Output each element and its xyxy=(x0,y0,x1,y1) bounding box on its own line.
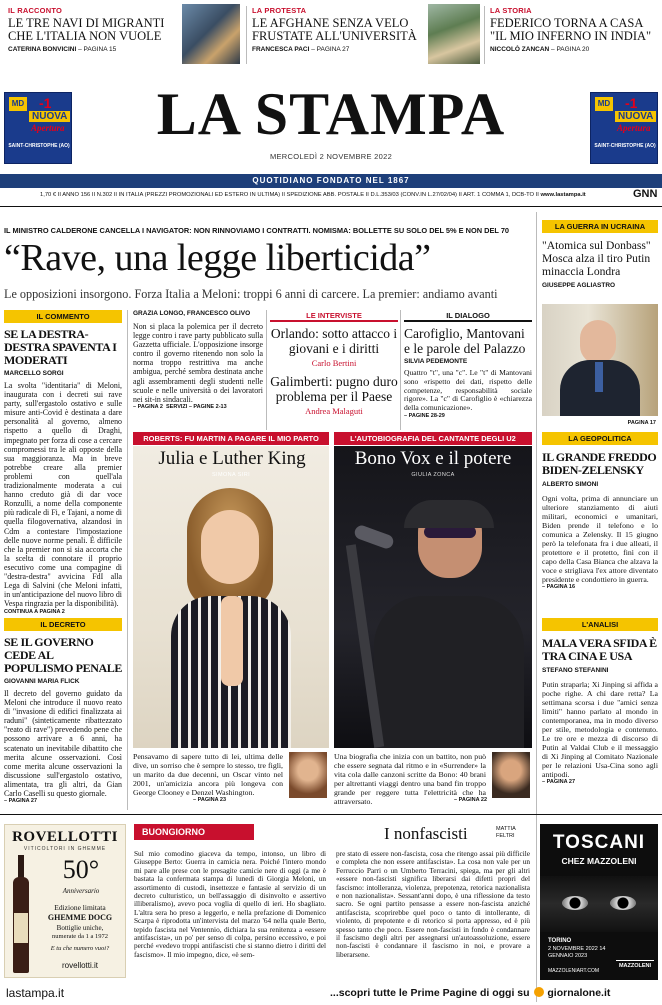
bono-title: Bono Vox e il potere xyxy=(354,448,512,469)
footer-brand[interactable]: giornalone.it xyxy=(547,987,611,999)
dialogo-byline: SILVIA PEDEMONTE xyxy=(404,358,468,365)
site-link[interactable]: www.lastampa.it xyxy=(540,192,586,198)
decreto-page: – PAGINA 27 xyxy=(4,798,38,805)
center-byline: GRAZIA LONGO, FRANCESCO OLIVO xyxy=(133,310,251,317)
interview-2-title: Galimberti: pugno duro problema per il Paese xyxy=(270,374,398,404)
masthead-date: MERCOLEDÌ 2 NOVEMBRE 2022 xyxy=(269,152,393,161)
roberts-title: Julia e Luther King xyxy=(158,448,306,469)
putin-photo xyxy=(542,304,658,416)
teaser-kicker: IL RACCONTO xyxy=(8,6,63,15)
geopolitica-title: IL GRANDE FREDDO BIDEN-ZELENSKY xyxy=(542,450,657,477)
rovellotti-line: GHEMME DOCG xyxy=(47,913,113,922)
price-line xyxy=(40,192,630,198)
buongiorno-author: MATTIA FELTRI xyxy=(496,826,516,839)
center-page: – PAGINA 2 xyxy=(133,403,163,410)
buongiorno[interactable] xyxy=(134,824,530,984)
lead-subhead: Le opposizioni insorgono. Forza Italia a Meloni: troppi 6 anni di carcere. La premier: andiamo avanti xyxy=(4,287,498,301)
toscani-eyes xyxy=(540,876,658,932)
rovellotti-big: 50° xyxy=(62,855,100,884)
dialogo[interactable] xyxy=(404,310,532,430)
toscani-dates: 2 NOVEMBRE 2022 14 GENNAIO 2023 xyxy=(548,946,606,959)
roberts-byline: SIMONA SIRI xyxy=(211,472,251,478)
roberts-text: Pensavamo di sapere tutto di lei, ultima delle dive, un sorriso che è sempre lo stesso, tre figli, un marito da due decenni, un Oscar vinto nel 2001, un'amicizia ancora più longeva con George Clooney e Denzel Washington. xyxy=(133,752,283,797)
interview-1-byline: Carlo Bertini xyxy=(311,358,357,368)
teaser-page: – PAGINA 27 xyxy=(311,46,350,53)
analisi-bar: L'ANALISI xyxy=(542,618,658,631)
teaser-byline: NICCOLÒ ZANCAN xyxy=(490,46,550,53)
bono-text: Una biografia che inizia con un battito, non può che essere segnata dal ritmo e in «Surrender» la vita cola dalle canzoni scritte da Bono: 40 brani per altrettanti viaggi dentro una band fin troppo grande per reggere tutta l'elettricità che ha attraversato. xyxy=(334,752,486,806)
roberts-page: – PAGINA 23 xyxy=(193,797,227,803)
masthead-ad-left[interactable] xyxy=(4,92,72,164)
analisi[interactable] xyxy=(542,618,658,808)
bono-bar: L'AUTOBIOGRAFIA DEL CANTANTE DEGLI U2 xyxy=(334,432,532,445)
dialogo-title: Carofiglio, Mantovani e le parole del Palazzo xyxy=(404,326,526,356)
bono-photo xyxy=(334,446,532,748)
teaser-photo-migrants xyxy=(182,4,240,64)
teaser-title: LE AFGHANE SENZA VELO FRUSTATE ALL'UNIVERSITÀ xyxy=(252,16,417,43)
bono-feature[interactable] xyxy=(334,432,532,804)
geopolitica-page: – PAGINA 16 xyxy=(542,584,576,590)
commento-page: CONTINUA A PAGINA 2 xyxy=(4,609,65,616)
interviste[interactable] xyxy=(270,310,398,430)
ad-line: NUOVA xyxy=(29,111,70,122)
giornalone-logo-icon xyxy=(534,987,544,997)
ad-line: NUOVA xyxy=(615,111,656,122)
rovellotti-line: numerate da 1 a 1972 xyxy=(52,933,108,940)
interview-1-title: Orlando: sotto attacco i giovani e i diritti xyxy=(270,326,398,356)
center-services: SERVIZI – PAGINE 2-13 xyxy=(166,403,227,410)
price-text: 1,70 € II ANNO 156 II N.302 II IN ITALIA (PREZZI PROMOZIONALI ED ESTERO IN ULTIMA) II SPEDIZIONE ABB. POSTALE II D.L.353/03 (CONV.IN L.27/02/04) II ART. 1 COMMA 1, DCB-TO II xyxy=(40,192,539,198)
md-logo-icon: MD xyxy=(595,97,613,111)
center-article[interactable] xyxy=(133,310,263,428)
center-text: Non si placa la polemica per il decreto legge contro i rave party pubblicato sulla Gazzetta ufficiale. L'opposizione insorge contro il governo ritenendo non solo la norma troppo restrittiva ma anche ambigua, perché sembra destinata anche agli assembramenti degli studenti nelle scuole e nelle università o dei lavoratori nei sit-in sindacali. xyxy=(133,322,263,404)
teaser-kicker: LA PROTESTA xyxy=(252,6,307,15)
teaser-byline: CATERINA BONVICINI xyxy=(8,46,77,53)
ucraina-title: "Atomica sul Donbass" Mosca alza il tiro Putin minaccia Londra xyxy=(542,239,651,278)
rovellotti-line: E tu che numero vuoi? xyxy=(50,945,110,952)
ad-place: SAINT-CHRISTOPHE (AO) xyxy=(594,143,656,149)
teaser-kicker: LA STORIA xyxy=(490,6,532,15)
teaser-title: LE TRE NAVI DI MIGRANTI CHE L'ITALIA NON VUOLE xyxy=(8,16,165,43)
buongiorno-text-2: pre stato di essere non-fascista, cosa che ritengo assai più difficile e completa che non essere antifascista». La cosa non vale per un Ferruccio Parri o un Umberto Terracini, spiega, ma per gli altri «essere non-fascisti significa liberarsi dai difetti propri del fascismo: intolleranza, violenza, prepotenza, retorica nazionalista e non nazionalista». Sessant'anni dopo, è una riflessione da testo sacro. Se ogni partito pensasse a essere non-fascista anziché antifascista, scoprirebbe quel poco o tanto di intollerante, di violento, di prepotente e di retorico si porta appresso, ed è più spesso tanto che poco. Essere non-fascisti in fondo è condannare il fascismo degli altri per assegnarsi un'autoassoluzione, essere non-fascisti è condannare il fascismo in noi, e provare a liberarsene. xyxy=(336,849,530,959)
commento-label: IL COMMENTO xyxy=(4,310,122,323)
teaser-right[interactable] xyxy=(490,6,658,66)
dialogo-page: – PAGINE 28-29 xyxy=(404,412,445,419)
ad-place: SAINT-CHRISTOPHE (AO) xyxy=(8,143,70,149)
decreto-byline: GIOVANNI MARIA FLICK xyxy=(4,678,80,685)
ucraina-page: PAGINA 17 xyxy=(627,420,656,426)
masthead-ad-right[interactable] xyxy=(590,92,658,164)
lead-headline[interactable]: “Rave, una legge liberticida” xyxy=(4,237,431,279)
analisi-byline: STEFANO STEFANINI xyxy=(542,667,609,674)
wine-bottle-icon xyxy=(13,855,29,973)
bono-author-photo xyxy=(492,752,530,798)
rovellotti-site[interactable]: rovellotti.it xyxy=(61,961,98,970)
rovellotti-line: Bottiglie uniche, xyxy=(56,924,104,932)
commento-byline: MARCELLO SORGI xyxy=(4,370,64,377)
roberts-author-photo xyxy=(289,752,327,798)
buongiorno-title: I nonfascisti xyxy=(384,824,468,843)
teaser-page: – PAGINA 20 xyxy=(551,46,590,53)
interview-2-byline: Andrea Malaguti xyxy=(305,406,363,416)
commento-title: SE LA DESTRA-DESTRA SPAVENTA I MODERATI xyxy=(4,327,117,367)
ad-line: Apertura xyxy=(31,123,65,133)
decreto[interactable] xyxy=(4,618,122,808)
geopolitica-text: Ogni volta, prima di annunciare un ulteriore stanziamento di aiuti militari, economici e umanitari, Biden prende il telefono e lo comunica a Zelensky. Il 15 giugno però la telefonata fra i due alleati, il protettore e il protetto, finì con il capo della Casa Bianca che alzava la voce e strigliava l'ex attore diventato presidente e condottiero in guerra. xyxy=(542,494,658,584)
footer-cta: ...scopri tutte le Prime Pagine di oggi su xyxy=(330,987,530,999)
decreto-title: SE IL GOVERNO CEDE AL POPULISMO PENALE xyxy=(4,635,122,675)
footer-left[interactable]: lastampa.it xyxy=(6,986,65,1000)
teaser-byline: FRANCESCA PACI xyxy=(252,46,310,53)
rovellotti-line: Edizione limitata xyxy=(54,903,106,912)
roberts-photo xyxy=(133,446,329,748)
teaser-title: FEDERICO TORNA A CASA "IL MIO INFERNO IN INDIA" xyxy=(490,16,652,43)
ad-big: -1 xyxy=(625,95,638,111)
bono-page: – PAGINA 22 xyxy=(454,797,488,803)
interviste-label: LE INTERVISTE xyxy=(270,310,398,322)
toscani-title: TOSCANI xyxy=(552,832,646,853)
geopolitica[interactable] xyxy=(542,432,658,614)
commento-text: La svolta "identitaria" di Meloni, inaugurata con i decreti sui rave party, sull'ergastolo ostativo e sulle misure anti-Covid è destinata a dare personalità al governo, almeno rispetto a quello di Draghi, impegnato per forza di cose a cercare compromessi tra le ali opposte della sua maggioranza. Ma in breve potrebbe creare alla premier problemi con quell'ala tradizionalmente moderata a cui hanno creduto già di dar voce Ronzulli, a nome della componente più radicale di Fi, e Tajani, a nome di quella filogovernativa, alzandosi in Cdm a contestare l'impostazione delle nuove norme penali. È difficile che la premier non si sia accorta che la scelta di connotare il proprio esecutivo come una compagine di "destra-destra" avvicina FdI alla Lega di Salvini (che Meloni infatti, in un'anticipazione del nuovo libro di Vespa ringrazia per la disponibilità). xyxy=(4,381,122,609)
ad-big: -1 xyxy=(39,95,52,111)
ucraina-byline: GIUSEPPE AGLIASTRO xyxy=(542,282,616,289)
roberts-feature[interactable] xyxy=(133,432,329,804)
geopolitica-byline: ALBERTO SIMONI xyxy=(542,481,599,488)
rovellotti-brand: ROVELLOTTI xyxy=(12,829,118,845)
ad-line: Apertura xyxy=(617,123,651,133)
ucraina-bar: LA GUERRA IN UCRAINA xyxy=(542,220,658,233)
toscani-ad[interactable] xyxy=(540,824,658,980)
toscani-sub: CHEZ MAZZOLENI xyxy=(561,856,637,866)
analisi-page: – PAGINA 27 xyxy=(542,779,576,785)
toscani-site[interactable]: MAZZOLENIART.COM xyxy=(548,968,600,974)
buongiorno-label: BUONGIORNO xyxy=(134,824,254,840)
rovellotti-ad[interactable] xyxy=(4,824,126,978)
decreto-text: Il decreto del governo guidato da Meloni che introduce il nuovo reato di "invasione di edifici finalizzata ai raduni" (sinteticamente ribattezzato "reato di rave") prevedendo pene che possono arrivare a 6 anni, ha scatenato un inevitabile dibattito che merita alcune osservazioni. Così come merita alcune osservazioni la discussione sull'ergastolo ostativo, alimentata, tra gli altri, da Gian Carlo Caselli su questo giornale. xyxy=(4,689,122,799)
gnn-logo: GNN xyxy=(633,188,658,200)
footer-right xyxy=(330,987,660,999)
lead-kicker: IL MINISTRO CALDERONE CANCELLA I NAVIGATOR: NON RINNOVIAMO I CONTRATTI. NOMISMA: BOLLETTE SU SOLO DEL 5% E NON DEL 70 xyxy=(4,226,510,235)
founded-band: QUOTIDIANO FONDATO NEL 1867 xyxy=(0,174,662,188)
analisi-title: MALA VERA SFIDA È TRA CINA E USA xyxy=(542,636,657,663)
rovellotti-tag: VITICOLTORI IN GHEMME xyxy=(23,846,107,852)
teaser-page: – PAGINA 15 xyxy=(78,46,117,53)
buongiorno-text-1: Sul mio comodino giaceva da tempo, intonso, un libro di Giuseppe Berto: Guerra in camicia nera. Poiché l'intero mondo mi pare alle prese con le presagite camicie nere di oggi (a me è bastata la confermata stampa di lunedì di Giorgia Meloni, un assortimento di custodi, insettezze e fantasie al servizio di un decreto culturistico, un bell'assaggio di disinvolto e assertivo illiberalismo), avevo poca voglia di quello di ieri. Ho sbagliato. L'altra sera ho preso a leggerlo, e nella prefazione di Domenico Scarpa è riprodotta un'intervista del marzo '64 nella quale Berto, tepido fascista nel Ventennio, dichiara la sua renitenza a «essere antifascista», un po' per senso di colpa, persino eccessivo, e poi perché «vedevo troppi antifascisti che si stanno dietro i diritti del fascismo». Il mio impegno, dice, «è sem- xyxy=(134,849,326,959)
bono-byline: GIULIA ZONCA xyxy=(411,472,455,478)
analisi-text: Putin straparla; Xi Jinping si affida a poche righe. A chi dare retta? La settimana scorsa i due "amici senza limiti" hanno parlato al mondo in contemporanea, ma in modo diverso per stile, metodologia e contenuto. Le tre ore e mezza di discorso di Putin al Valdai Club e il messaggio di Xi Jinping al Comitato Nazionale per le relazioni Usa-Cina sono agli antipodi. xyxy=(542,680,658,779)
roberts-bar: ROBERTS: FU MARTIN A PAGARE IL MIO PARTO xyxy=(133,432,329,445)
teaser-photo-protest xyxy=(428,4,480,64)
md-logo-icon: MD xyxy=(9,97,27,111)
dialogo-text: Quattro "t", una "c". Le "t" di Mantovani sono «rispetto dei dati, rispetto delle competenze, responsabilità sociale rigore». La "c" di Carofiglio è «chiarezza della comunicazione». xyxy=(404,368,532,413)
dialogo-label: IL DIALOGO xyxy=(404,310,532,322)
commento[interactable] xyxy=(4,310,122,616)
ucraina[interactable] xyxy=(542,220,658,430)
geopolitica-bar: LA GEOPOLITICA xyxy=(542,432,658,445)
rovellotti-anniv: Anniversario xyxy=(62,887,100,895)
decreto-label: IL DECRETO xyxy=(4,618,122,631)
toscani-city: TORINO xyxy=(548,938,572,944)
masthead-title[interactable]: LA STAMPA xyxy=(156,81,506,147)
toscani-brand: MAZZOLENI xyxy=(616,960,654,969)
